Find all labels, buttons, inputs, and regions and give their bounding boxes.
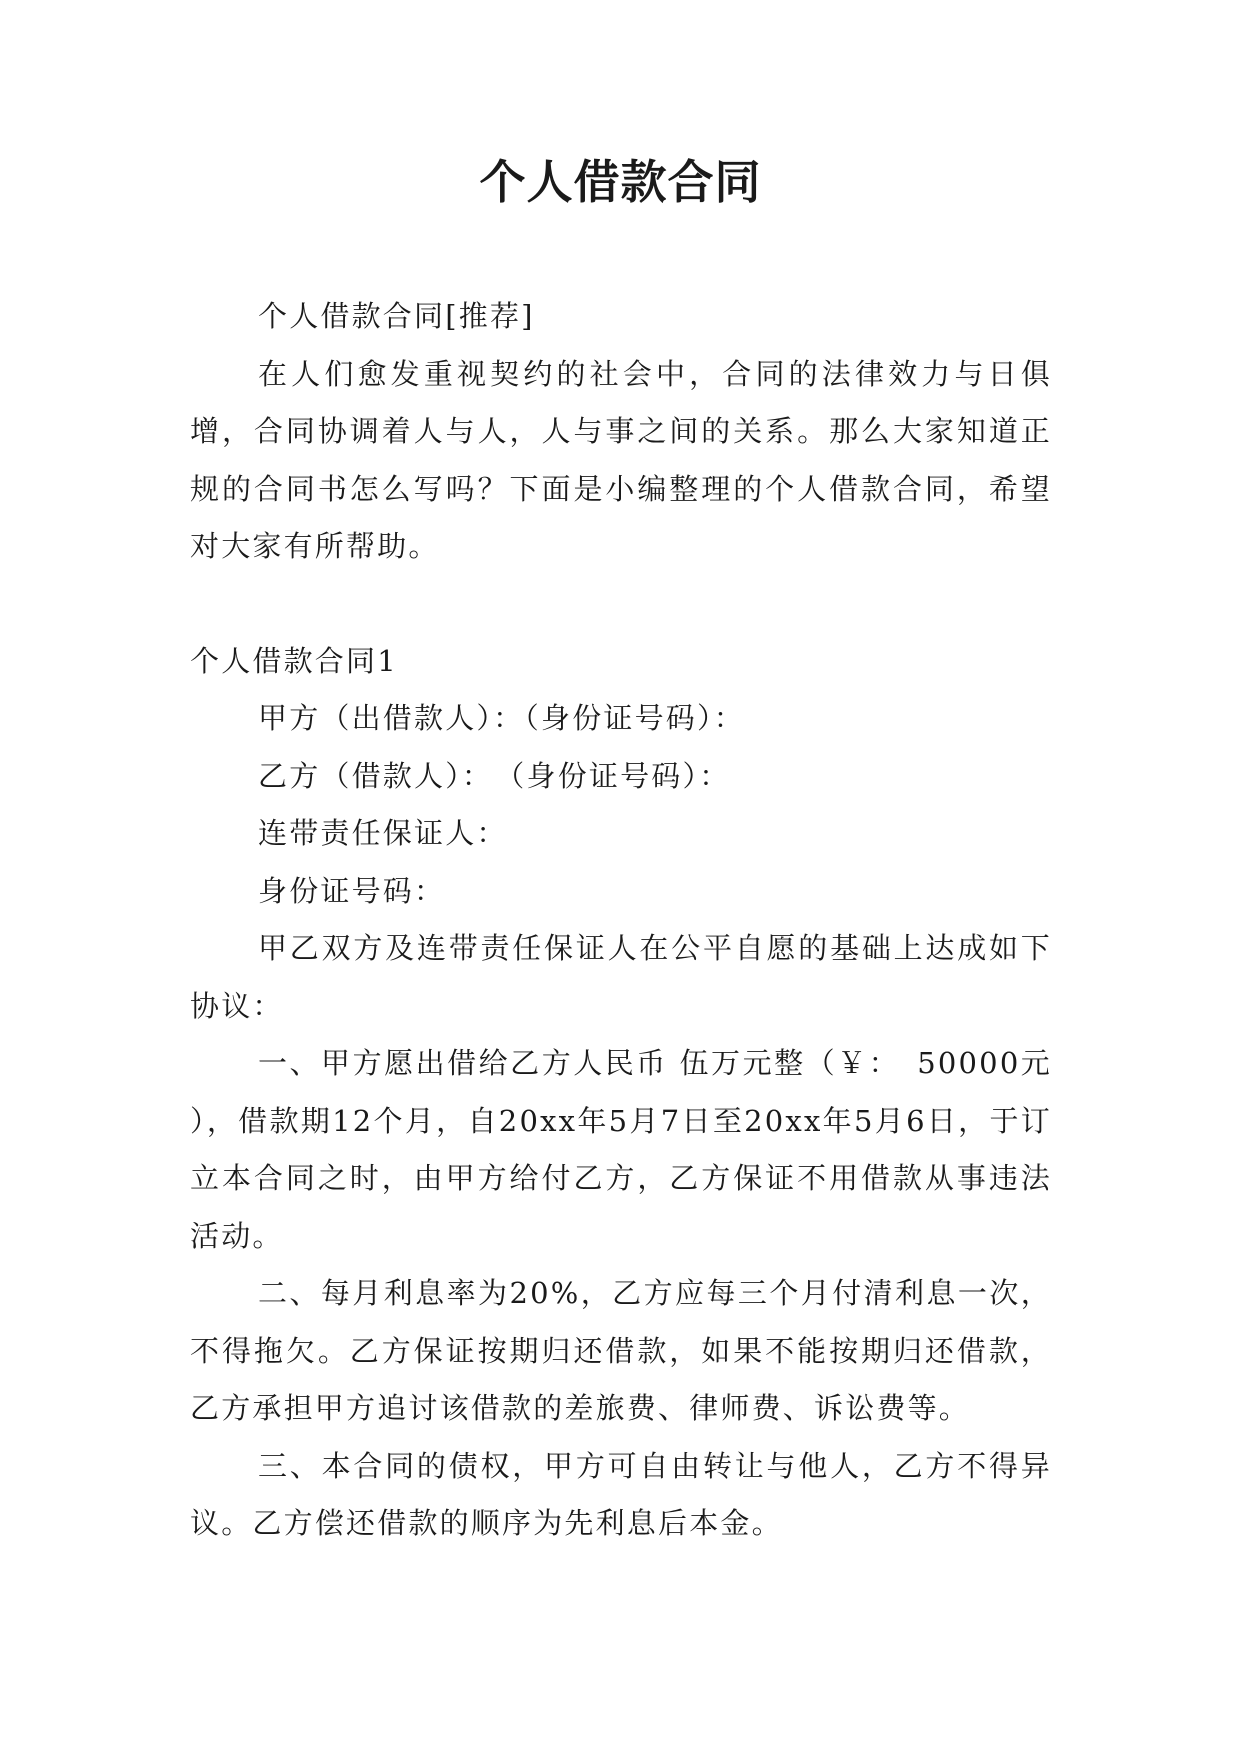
contract-heading: 个人借款合同1 (190, 643, 398, 678)
party-b-line: 乙方（借款人）： （身份证号码）： (258, 758, 731, 793)
document-title: 个人借款合同 (479, 155, 762, 209)
party-a-line: 甲方（出借款人）：（身份证号码）： (258, 701, 745, 735)
clause-3: 三、本合同的债权，甲方可自由转让与他人，乙方不得异议。乙方偿还借款的顺序为先利息后本金。 (190, 1448, 1052, 1540)
clause-2: 二、每月利息率为20%，乙方应每三个月付清利息一次，不得拖欠。乙方保证按期归还借款，如果不能按期归还借款，乙方承担甲方追讨该借款的差旅费、律师费、诉讼费等。 (190, 1276, 1052, 1425)
guarantor-line: 连带责任保证人： (258, 816, 508, 850)
paragraph-spacer (190, 576, 1052, 633)
clause-1: 一、甲方愿出借给乙方人民币 伍万元整（￥： 50000元 ），借款期12个月，自20xx年5月7日至20xx年5月6日，于订立本合同之时，由甲方给付乙方，乙方保证不用借款从事违法活动。 (190, 1046, 1052, 1253)
document-body (190, 288, 1052, 1553)
intro-paragraph: 在人们愈发重视契约的社会中，合同的法律效力与日俱增，合同协调着人与人，人与事之间的关系。那么大家知道正规的合同书怎么写吗？下面是小编整理的个人借款合同，希望对大家有所帮助。 (190, 356, 1052, 563)
guarantor-id-line: 身份证号码： (258, 873, 446, 908)
agreement-preamble: 甲乙双方及连带责任保证人在公平自愿的基础上达成如下协议： (190, 931, 1052, 1023)
subtitle-paragraph: 个人借款合同[推荐] (258, 299, 535, 333)
